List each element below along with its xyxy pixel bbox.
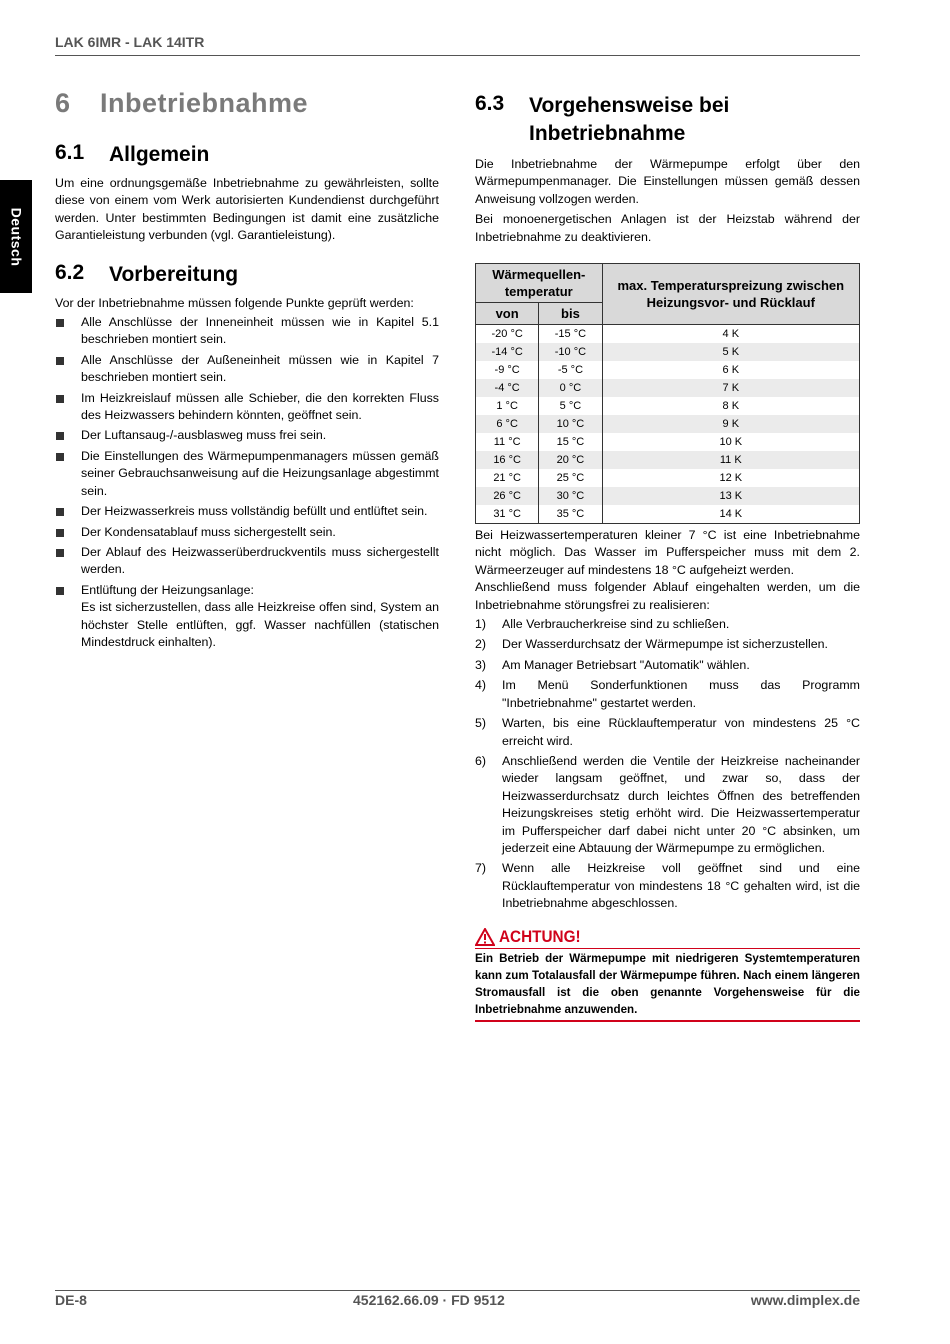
section-6-3-paragraph-1: Die Inbetriebnahme der Wärmepumpe erfolgt über den Wärmepumpenmanager. Die Einstellungen müssen gemäß dessen Anweisung vollzogen werden. bbox=[475, 157, 860, 206]
table-row bbox=[476, 397, 860, 415]
table-cell: -5 °C bbox=[539, 361, 602, 379]
table-cell: 6 K bbox=[602, 361, 859, 379]
table-row bbox=[476, 379, 860, 397]
table-cell: 5 K bbox=[602, 343, 859, 361]
section-6-1-text: Um eine ordnungsgemäße Inbetriebnahme zu gewährleisten, sollte diese von einem vom Werk autorisierten Kundendienst durchgeführt werden. Unter bestimmten Bedingungen ist damit eine zusätzliche Garantieleistung verbunden (vgl. Garantieleistung). bbox=[55, 176, 439, 243]
bullet-square-icon bbox=[56, 357, 64, 365]
section-6-3-paragraph-4: Anschließend muss folgender Ablauf eingehalten werden, um die Inbetriebnahme störungsfrei zu realisieren: bbox=[475, 580, 860, 612]
table-cell: -10 °C bbox=[539, 343, 602, 361]
step-text: Warten, bis eine Rücklauftemperatur von mindestens 25 °C erreicht wird. bbox=[502, 716, 860, 748]
list-item bbox=[55, 352, 439, 387]
bullet-square-icon bbox=[56, 432, 64, 440]
table-cell: 7 K bbox=[602, 379, 859, 397]
table-cell: 0 °C bbox=[539, 379, 602, 397]
bullet-square-icon bbox=[56, 395, 64, 403]
list-item bbox=[475, 860, 860, 912]
table-row bbox=[476, 451, 860, 469]
section-6-1-heading bbox=[55, 141, 439, 169]
table-cell: -14 °C bbox=[476, 343, 539, 361]
right-column bbox=[475, 92, 860, 1022]
left-column bbox=[55, 88, 439, 654]
list-item bbox=[475, 657, 860, 674]
section-6-2-intro: Vor der Inbetriebnahme müssen folgende Punkte geprüft werden: bbox=[55, 295, 414, 310]
section-number: 6.1 bbox=[55, 141, 85, 164]
section-6-3-paragraph-3: Bei Heizwassertemperaturen kleiner 7 °C ist eine Inbetriebnahme nicht möglich. Das Wasser im Pufferspeicher muss mit dem 2. Wärmeerzeuger auf mindestens 18 °C aufgeheizt werden. bbox=[475, 528, 860, 577]
list-item bbox=[55, 544, 439, 579]
section-title: Vorgehensweise bei Inbetriebnahme bbox=[529, 94, 730, 145]
list-item bbox=[55, 448, 439, 500]
table-cell: 26 °C bbox=[476, 487, 539, 505]
table-cell: -4 °C bbox=[476, 379, 539, 397]
step-text: Wenn alle Heizkreise voll geöffnet sind und eine Rücklauftemperatur von mindestens 18 °C gehalten wird, ist die Inbetriebnahme abgeschlossen. bbox=[502, 861, 860, 911]
table-cell: 4 K bbox=[602, 325, 859, 344]
section-number: 6.3 bbox=[475, 92, 505, 115]
bullet-square-icon bbox=[56, 529, 64, 537]
bullet-square-icon bbox=[56, 508, 64, 516]
list-item bbox=[475, 715, 860, 750]
chapter-heading bbox=[55, 88, 439, 119]
warning-title: ACHTUNG! bbox=[499, 926, 581, 946]
step-text: Alle Verbraucherkreise sind zu schließen. bbox=[502, 617, 730, 632]
warning-header bbox=[475, 927, 860, 949]
section-6-3-heading bbox=[475, 92, 860, 148]
table-cell: 14 K bbox=[602, 505, 859, 524]
list-item-text: Alle Anschlüsse der Inneneinheit müssen wie in Kapitel 5.1 beschrieben montiert sein. bbox=[81, 315, 439, 347]
step-text: Der Wasserdurchsatz der Wärmepumpe ist sicherzustellen. bbox=[502, 637, 828, 652]
table-cell: -9 °C bbox=[476, 361, 539, 379]
chapter-number: 6 bbox=[55, 88, 71, 118]
section-number: 6.2 bbox=[55, 260, 85, 284]
list-item bbox=[55, 314, 439, 349]
step-text: Am Manager Betriebsart "Automatik" wählen. bbox=[502, 657, 750, 672]
table-cell: 31 °C bbox=[476, 505, 539, 524]
table-cell: 11 K bbox=[602, 451, 859, 469]
language-tab-label: Deutsch bbox=[8, 207, 25, 266]
table-cell: 6 °C bbox=[476, 415, 539, 433]
warning-triangle-icon bbox=[475, 928, 495, 946]
table-row bbox=[476, 469, 860, 487]
table-header-source-temp: Wärmequellen-temperatur bbox=[476, 264, 603, 303]
section-6-2-heading bbox=[55, 261, 439, 289]
step-number: 1) bbox=[475, 617, 487, 632]
table-cell: -15 °C bbox=[539, 325, 602, 344]
table-cell: 10 °C bbox=[539, 415, 602, 433]
table-row bbox=[476, 487, 860, 505]
table-cell: 12 K bbox=[602, 469, 859, 487]
bullet-square-icon bbox=[56, 549, 64, 557]
list-item-text: Der Kondensatablauf muss sichergestellt sein. bbox=[81, 524, 336, 539]
commissioning-steps bbox=[475, 616, 860, 913]
table-cell: 35 °C bbox=[539, 505, 602, 524]
step-number: 3) bbox=[475, 657, 487, 672]
step-number: 7) bbox=[475, 861, 487, 876]
table-row bbox=[476, 505, 860, 524]
list-item bbox=[475, 677, 860, 712]
table-cell: 10 K bbox=[602, 433, 859, 451]
temperature-spread-table bbox=[475, 263, 860, 524]
step-number: 2) bbox=[475, 637, 487, 652]
table-row bbox=[476, 415, 860, 433]
list-item bbox=[55, 503, 439, 520]
table-row bbox=[476, 325, 860, 344]
table-row bbox=[476, 433, 860, 451]
list-item-text: Entlüftung der Heizungsanlage: bbox=[81, 582, 254, 597]
table-header-from: von bbox=[476, 303, 539, 325]
list-item-text: Der Heizwasserkreis muss vollständig befüllt und entlüftet sein. bbox=[81, 504, 428, 519]
list-item bbox=[475, 753, 860, 857]
list-item bbox=[55, 582, 439, 652]
table-cell: 20 °C bbox=[539, 451, 602, 469]
footer-website-link[interactable]: www.dimplex.de bbox=[750, 1292, 860, 1308]
table-cell: 11 °C bbox=[476, 433, 539, 451]
list-item-detail: Es ist sicherzustellen, dass alle Heizkreise offen sind, System an höchster Stelle entlüften, ggf. Wasser nachfüllen (statischen Mindestdruck einhalten). bbox=[81, 600, 439, 649]
list-item-text: Die Einstellungen des Wärmepumpenmanagers müssen gemäß seiner Gebrauchsanweisung auf die Heizungsanlage abgestimmt sein. bbox=[81, 448, 439, 498]
table-cell: 16 °C bbox=[476, 451, 539, 469]
document-header-title: LAK 6IMR - LAK 14ITR bbox=[55, 34, 205, 50]
table-cell: 21 °C bbox=[476, 469, 539, 487]
list-item bbox=[475, 616, 860, 633]
list-item-text: Alle Anschlüsse der Außeneinheit müssen wie in Kapitel 7 beschrieben montiert sein. bbox=[81, 352, 439, 385]
table-cell: 8 K bbox=[602, 397, 859, 415]
table-row bbox=[476, 343, 860, 361]
footer-divider bbox=[55, 1290, 860, 1291]
bullet-square-icon bbox=[56, 587, 64, 595]
table-cell: 1 °C bbox=[476, 397, 539, 415]
table-cell: 13 K bbox=[602, 487, 859, 505]
list-item bbox=[475, 636, 860, 653]
section-title: Allgemein bbox=[109, 143, 210, 166]
preparation-checklist bbox=[55, 314, 439, 651]
table-cell: 25 °C bbox=[539, 469, 602, 487]
step-number: 4) bbox=[475, 678, 487, 693]
step-text: Anschließend werden die Ventile der Heizkreise nacheinander wieder langsam geöffnet, und zwar so, dass der Heizwasserdurchsatz durch leichtes Öffnen des betreffenden Heizungskreises stetig erhöht wird. Die Heizwassertemperatur im Pufferspeicher darf dabei nicht unter 20 °C absinken, um jederzeit eine Abtauung der Wärmepumpe zu ermöglichen. bbox=[502, 753, 860, 855]
table-cell: 9 K bbox=[602, 415, 859, 433]
list-item bbox=[55, 524, 439, 541]
list-item-text: Im Heizkreislauf müssen alle Schieber, die den korrekten Fluss des Heizwassers behindern könnten, geöffnet sein. bbox=[81, 390, 439, 423]
table-cell: 15 °C bbox=[539, 433, 602, 451]
footer-document-number: 452162.66.09 · FD 9512 bbox=[353, 1292, 505, 1308]
bullet-square-icon bbox=[56, 453, 64, 461]
step-text: Im Menü Sonderfunktionen muss das Programm "Inbetriebnahme" gestartet werden. bbox=[502, 678, 860, 710]
table-header-to: bis bbox=[539, 303, 602, 325]
warning-text: Ein Betrieb der Wärmepumpe mit niedrigeren Systemtemperaturen kann zum Totalausfall der Wärmepumpe führen. Nach einem längeren Stromausfall ist die oben genannte Vorgehensweise für die Inbetriebnahme anzuwenden. bbox=[475, 949, 860, 1022]
chapter-title: Inbetriebnahme bbox=[100, 88, 309, 118]
language-side-tab bbox=[0, 180, 32, 293]
table-cell: -20 °C bbox=[476, 325, 539, 344]
step-number: 5) bbox=[475, 716, 487, 731]
table-header-max-spread: max. Temperaturspreizung zwischen Heizungsvor- und Rücklauf bbox=[602, 264, 859, 325]
table-cell: 5 °C bbox=[539, 397, 602, 415]
section-title: Vorbereitung bbox=[109, 262, 239, 286]
header-divider bbox=[55, 55, 860, 56]
list-item bbox=[55, 390, 439, 425]
table-row bbox=[476, 361, 860, 379]
list-item-text: Der Ablauf des Heizwasserüberdruckventils muss sichergestellt werden. bbox=[81, 544, 439, 577]
list-item bbox=[55, 427, 439, 444]
step-number: 6) bbox=[475, 753, 487, 768]
table-cell: 30 °C bbox=[539, 487, 602, 505]
footer-page-number: DE-8 bbox=[55, 1292, 87, 1308]
bullet-square-icon bbox=[56, 319, 64, 327]
list-item-text: Der Luftansaug-/-ausblasweg muss frei sein. bbox=[81, 428, 327, 443]
section-6-3-paragraph-2: Bei monoenergetischen Anlagen ist der Heizstab während der Inbetriebnahme zu deaktivieren. bbox=[475, 212, 860, 244]
warning-box bbox=[475, 927, 860, 1022]
